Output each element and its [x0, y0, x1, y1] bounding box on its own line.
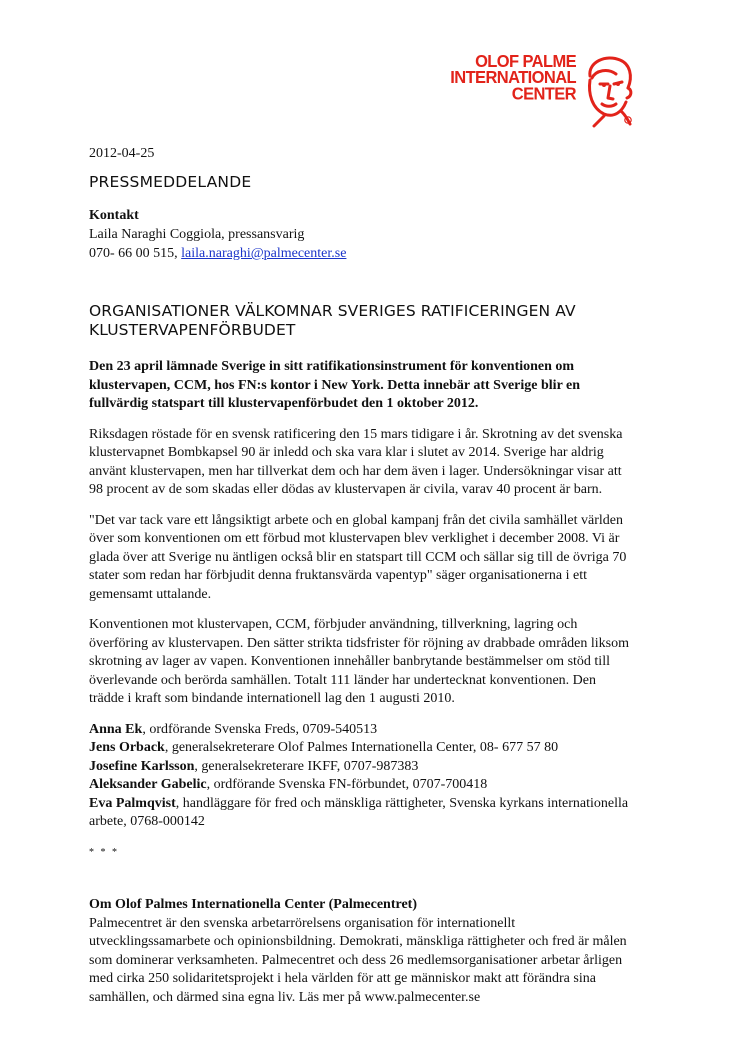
person-entry: Jens Orback, generalsekreterare Olof Palmes Internationella Center, 08- 677 57 80	[89, 740, 559, 755]
person-entry: Eva Palmqvist, handläggare för fred och mänskliga rättigheter, Svenska kyrkans internationella arbete, 0768-000142	[89, 795, 629, 829]
body-paragraph: "Det var tack vare ett långsiktigt arbete och en global kampanj från det civila samhället världen över som konventionen om ett förbud mot klustervapen blev verklighet i december 2008. Vi är glada över att Sverige nu äntligen också blir en statspart till CCM och sällar sig till de övriga 70 stater som redan har förbjudit denna fruktansvärda vapentyp" säger organisationerna i ett gemensamt uttalande.	[89, 512, 627, 602]
contact-people-list	[89, 721, 629, 832]
section-separator: * * *	[89, 846, 119, 858]
contact-phone: 070- 66 00 515,	[89, 246, 178, 261]
release-date: 2012-04-25	[89, 146, 155, 161]
contact-block	[89, 206, 346, 263]
contact-line	[89, 244, 346, 263]
about-paragraph: Palmecentret är den svenska arbetarrörelsens organisation för internationellt utvecklingssamarbete och opinionsbildning. Demokrati, mänskliga rättigheter och fred är målen som dominerar verksamheten. Palmecentret och dess 26 medlemsorganisationer arbetar årligen med cirka 250 solidaritetsprojekt i hela världen för att ge människor makt att förändra sina samhällen, och därmed sina egna liv. Läs mer på www.palmecenter.se	[89, 915, 627, 1005]
lede-paragraph: Den 23 april lämnade Sverige in sitt ratifikationsinstrument för konventionen om klustervapen, CCM, hos FN:s kontor i New York. Detta innebär att Sverige blir en fullvärdig statspart till klustervapenförbudet den 1 oktober 2012.	[89, 359, 581, 411]
contact-name: Laila Naraghi Coggiola, pressansvarig	[89, 227, 305, 242]
person-entry: Josefine Karlsson, generalsekreterare IKFF, 0707-987383	[89, 758, 419, 774]
article-body	[89, 358, 629, 1007]
body-paragraph: Riksdagen röstade för en svensk ratificering den 15 mars tidigare i år. Skrotning av det svenska klustervapnet Bombkapsel 90 är inledd och ska vara klar i slutet av 2014. Sverige har aldrig använt klustervapen, men har tillverkat dem och har dem även i lager. Undersökningar visar att 98 procent av de som skadas eller dödas av klustervapen är civila, varav 40 procent är barn.	[89, 426, 623, 497]
person-entry: Anna Ek, ordförande Svenska Freds, 0709-540513	[89, 721, 378, 737]
contact-heading: Kontakt	[89, 208, 139, 223]
contact-email-link[interactable]: laila.naraghi@palmecenter.se	[181, 246, 347, 261]
olof-palme-portrait-icon	[578, 54, 636, 128]
body-paragraph: Konventionen mot klustervapen, CCM, förbjuder användning, tillverkning, lagring och överföring av klustervapen. Den sätter strikta tidsfrister för röjning av drabbade områden liksom skrotning av lager av vapen. Konventionen innehåller banbrytande bestämmelser om stöd till överlevande och berörda samhällen. Totalt 111 länder har undertecknat konventionen. Den trädde i kraft som bindande internationell lag den 1 augusti 2010.	[89, 617, 630, 706]
about-heading: Om Olof Palmes Internationella Center (Palmecentret)	[89, 897, 418, 912]
logo-wordmark: OLOF PALME INTERNATIONAL CENTER	[450, 51, 576, 104]
headline: ORGANISATIONER VÄLKOMNAR SVERIGES RATIFICERINGEN AV KLUSTERVAPENFÖRBUDET	[89, 302, 576, 339]
document-type-label: PRESSMEDDELANDE	[89, 173, 252, 191]
olof-palme-center-logo	[450, 51, 650, 132]
person-entry: Aleksander Gabelic, ordförande Svenska FN-förbundet, 0707-700418	[89, 777, 488, 792]
